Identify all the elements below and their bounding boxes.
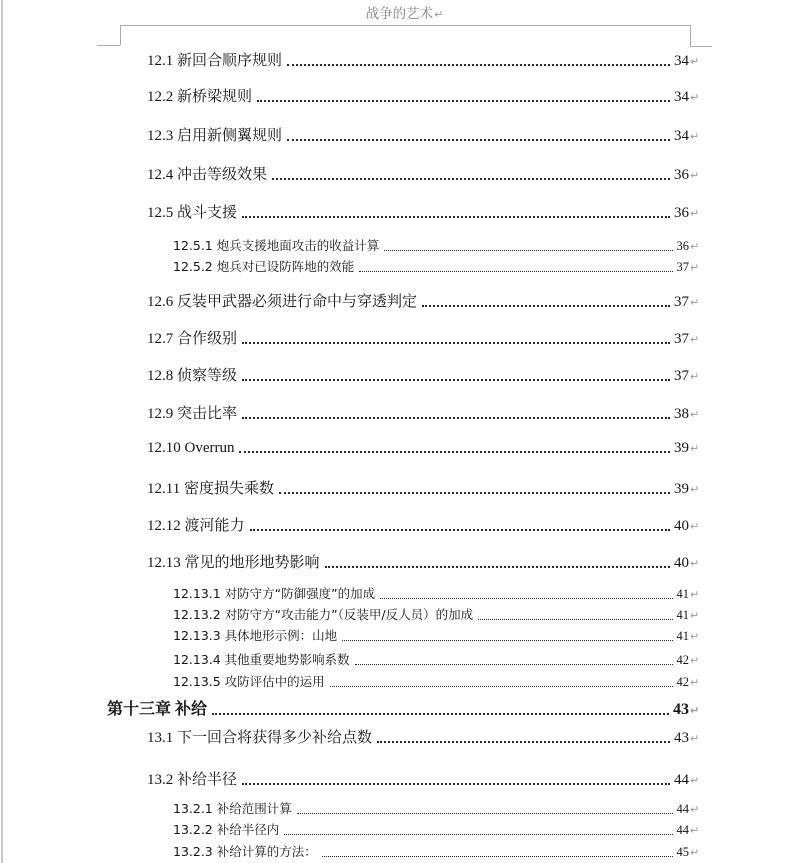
toc-entry-title: 12.13.4 其他重要地势影响系数: [173, 652, 350, 667]
toc-entry-title: 12.3 启用新侧翼规则: [147, 128, 283, 144]
page-left-edge: [1, 0, 3, 863]
return-mark-icon: ↵: [690, 261, 700, 274]
toc-entry-13-2-2[interactable]: [173, 820, 702, 838]
page-header: [97, 2, 712, 20]
toc-entry-page: 34: [674, 53, 689, 69]
toc-entry-title: 13.2 补给半径: [147, 772, 238, 788]
return-mark-icon: ↵: [690, 732, 700, 745]
dot-leader: [297, 813, 673, 814]
dot-leader: [359, 271, 672, 272]
text-boundary-left-corner-horizontal: [97, 45, 120, 46]
dot-leader: [250, 529, 670, 531]
return-mark-icon: ↵: [690, 609, 700, 622]
dot-leader: [242, 783, 670, 785]
return-mark-icon: ↵: [690, 55, 700, 68]
return-mark-icon: ↵: [690, 630, 700, 643]
toc-entry-title: 12.8 侦察等级: [147, 368, 238, 384]
toc-entry-page: 42: [676, 675, 689, 689]
dot-leader: [279, 492, 670, 494]
toc-entry-12-13-3[interactable]: [173, 626, 702, 644]
dot-leader: [242, 379, 670, 381]
toc-entry-12-13-5[interactable]: [173, 672, 702, 690]
toc-entry-page: 44: [674, 772, 689, 788]
return-mark-icon: ↵: [690, 704, 700, 717]
toc-entry-12-13-4[interactable]: [173, 650, 702, 668]
toc-entry-page: 41: [676, 608, 689, 622]
toc-entry-page: 39: [674, 440, 689, 456]
toc-entry-13-1[interactable]: [147, 726, 702, 747]
toc-entry-12-5[interactable]: [147, 201, 702, 222]
return-mark-icon: ↵: [690, 370, 700, 383]
toc-entry-title: 12.10 Overrun: [147, 440, 235, 456]
return-mark-icon: ↵: [690, 91, 700, 104]
toc-entry-12-2[interactable]: [147, 85, 702, 106]
dot-leader: [239, 451, 670, 453]
toc-entry-title: 12.5.1 炮兵支援地面攻击的收益计算: [173, 238, 380, 253]
dot-leader: [325, 566, 670, 568]
toc-entry-12-12[interactable]: [147, 514, 702, 535]
return-mark-icon: ↵: [690, 654, 700, 667]
toc-entry-12-5-1[interactable]: [173, 236, 702, 254]
toc-entry-page: 36: [674, 205, 689, 221]
toc-entry-page: 37: [674, 294, 689, 310]
toc-entry-title: 12.4 冲击等级效果: [147, 167, 268, 183]
return-mark-icon: ↵: [690, 240, 700, 253]
return-mark-icon: ↵: [690, 169, 700, 182]
dot-leader: [242, 417, 670, 419]
dot-leader: [342, 640, 672, 641]
toc-entry-title: 12.13 常见的地形地势影响: [147, 555, 320, 571]
toc-entry-12-3[interactable]: [147, 124, 702, 145]
toc-entry-page: 44: [676, 823, 689, 837]
return-mark-icon: ↵: [690, 824, 700, 837]
text-boundary-right-corner-horizontal: [690, 46, 712, 47]
toc-entry-title: 13.1 下一回合将获得多少补给点数: [147, 730, 373, 746]
return-mark-icon: ↵: [690, 207, 700, 220]
toc-entry-12-13-2[interactable]: [173, 605, 702, 623]
toc-entry-page: 41: [676, 587, 689, 601]
toc-entry-12-1[interactable]: [147, 49, 702, 70]
toc-entry-page: 34: [674, 89, 689, 105]
dot-leader: [242, 216, 670, 218]
return-mark-icon: ↵: [690, 846, 700, 859]
toc-entry-12-10[interactable]: [147, 440, 702, 457]
text-boundary-left-corner-vertical: [120, 25, 121, 45]
dot-leader: [212, 713, 669, 715]
toc-entry-12-6[interactable]: [147, 290, 702, 311]
toc-entry-page: 39: [674, 481, 689, 497]
toc-entry-12-11[interactable]: [147, 477, 702, 498]
toc-entry-title: 12.13.3 具体地形示例：山地: [173, 628, 338, 643]
return-mark-icon: ↵: [690, 520, 700, 533]
toc-entry-page: 43: [674, 730, 689, 746]
toc-entry-page: 38: [674, 406, 689, 422]
dot-leader: [242, 342, 670, 344]
return-mark-icon: ↵: [690, 130, 700, 143]
toc-entry-page: 37: [674, 368, 689, 384]
toc-entry-title: 12.12 渡河能力: [147, 518, 245, 534]
toc-entry-title: 12.13.2 对防守方“攻击能力”（反装甲/反人员）的加成: [173, 607, 474, 622]
toc-entry-title: 13.2.2 补给半径内: [173, 822, 280, 837]
return-mark-icon: ↵: [690, 296, 700, 309]
toc-entry-12-5-2[interactable]: [173, 257, 702, 275]
dot-leader: [330, 686, 673, 687]
dot-leader: [478, 619, 672, 620]
toc-entry-page: 37: [676, 260, 689, 274]
toc-entry-12-13-1[interactable]: [173, 584, 702, 602]
toc-entry-page: 36: [674, 167, 689, 183]
toc-entry-12-7[interactable]: [147, 327, 702, 348]
toc-entry-page: 37: [674, 331, 689, 347]
toc-entry-title: 第十三章 补给: [107, 701, 208, 718]
toc-entry-12-13[interactable]: [147, 551, 702, 572]
text-boundary-top-line: [120, 25, 690, 26]
return-mark-icon: ↵: [690, 333, 700, 346]
page-header-title: 战争的艺术: [365, 6, 434, 21]
dot-leader: [377, 741, 670, 743]
toc-entry-page: 40: [674, 555, 689, 571]
toc-entry-title: 12.5 战斗支援: [147, 205, 238, 221]
dot-leader: [284, 834, 672, 835]
toc-entry-page: 43: [673, 701, 689, 718]
toc-entry-title: 12.13.1 对防守方“防御强度”的加成: [173, 586, 376, 601]
dot-leader: [272, 178, 670, 180]
toc-entry-title: 12.5.2 炮兵对已设防阵地的效能: [173, 259, 355, 274]
toc-entry-13-2[interactable]: [147, 768, 702, 789]
toc-entry-13-2-1[interactable]: [173, 799, 702, 817]
toc-entry-title: 12.1 新回合顺序规则: [147, 53, 283, 69]
toc-entry-page: 40: [674, 518, 689, 534]
toc-entry-12-9[interactable]: [147, 402, 702, 423]
dot-leader: [287, 64, 670, 66]
toc-entry-page: 34: [674, 128, 689, 144]
dot-leader: [322, 856, 673, 857]
toc-entry-title: 12.13.5 攻防评估中的运用: [173, 674, 325, 689]
toc-entry-title: 12.6 反装甲武器必须进行命中与穿透判定: [147, 294, 418, 310]
dot-leader: [287, 139, 670, 141]
return-mark-icon: ↵: [690, 408, 700, 421]
toc-entry-page: 42: [676, 653, 689, 667]
dot-leader: [380, 598, 672, 599]
return-mark-icon: ↵: [690, 676, 700, 689]
return-mark-icon: ↵: [690, 588, 700, 601]
toc-entry-title: 12.2 新桥梁规则: [147, 89, 253, 105]
return-mark-icon: ↵: [690, 442, 700, 455]
dot-leader: [355, 664, 673, 665]
toc-entry-12-4[interactable]: [147, 163, 702, 184]
return-mark-icon: ↵: [690, 483, 700, 496]
toc-entry-12-8[interactable]: [147, 364, 702, 385]
dot-leader: [257, 100, 670, 102]
toc-entry-page: 41: [676, 629, 689, 643]
text-boundary-right-corner-vertical: [690, 25, 691, 46]
return-mark-icon: ↵: [690, 803, 700, 816]
toc-entry-chapter-13[interactable]: [107, 696, 702, 719]
toc-entry-13-2-3[interactable]: [173, 842, 702, 860]
toc-entry-title: 13.2.3 补给计算的方法：: [173, 844, 317, 859]
return-mark-icon: ↵: [690, 774, 700, 787]
toc-entry-page: 45: [676, 845, 689, 859]
toc-entry-title: 12.7 合作级别: [147, 331, 238, 347]
toc-entry-page: 44: [676, 802, 689, 816]
return-mark-icon: ↵: [434, 8, 444, 21]
toc-entry-page: 36: [676, 239, 689, 253]
return-mark-icon: ↵: [690, 557, 700, 570]
toc-entry-title: 12.9 突击比率: [147, 406, 238, 422]
dot-leader: [422, 305, 670, 307]
toc-entry-title: 13.2.1 补给范围计算: [173, 801, 292, 816]
toc-entry-title: 12.11 密度损失乘数: [147, 481, 274, 497]
dot-leader: [384, 250, 672, 251]
